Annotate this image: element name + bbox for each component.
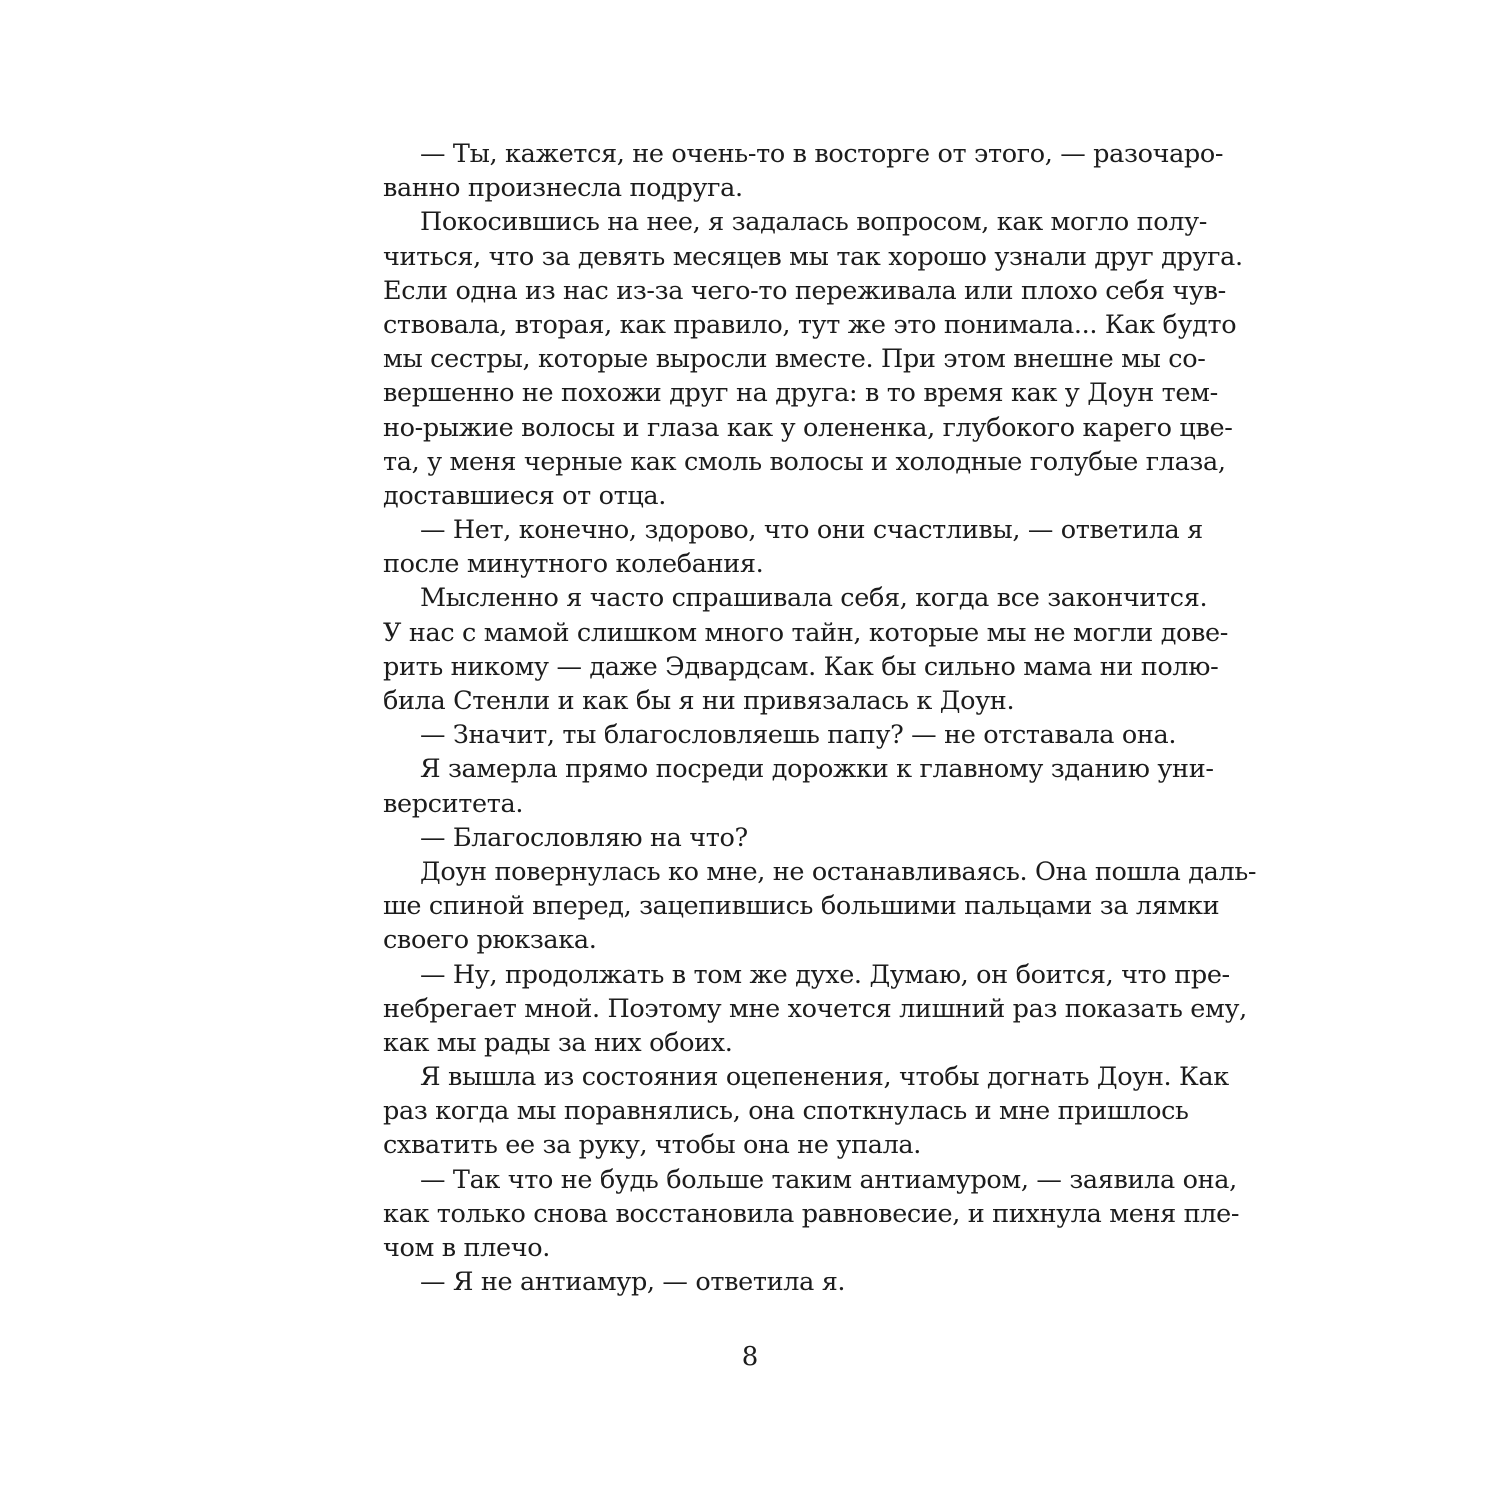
text-line: Мысленно я часто спрашивала себя, когда все закончится. bbox=[420, 583, 1208, 614]
text-line: рить никому — даже Эдвардсам. Как бы сильно мама ни полю- bbox=[383, 651, 1219, 682]
text-line: била Стенли и как бы я ни привязалась к Доун. bbox=[383, 686, 1015, 716]
text-line: — Ну, продолжать в том же духе. Думаю, он боится, что пре- bbox=[420, 959, 1230, 990]
text-line: ше спиной вперед, зацепившись большими пальцами за лямки bbox=[383, 891, 1220, 922]
text-line: ствовала, вторая, как правило, тут же это понимала... Как будто bbox=[383, 309, 1237, 340]
text-line: читься, что за девять месяцев мы так хорошо узнали друг друга. bbox=[383, 241, 1243, 272]
text-line: Покосившись на нее, я задалась вопросом, как могло полу- bbox=[420, 207, 1208, 238]
text-line: доставшиеся от отца. bbox=[383, 480, 667, 511]
text-line: чом в плечо. bbox=[383, 1233, 551, 1263]
text-line: небрегает мной. Поэтому мне хочется лишний раз показать ему, bbox=[383, 993, 1247, 1024]
text-line: Я вышла из состояния оцепенения, чтобы догнать Доун. Как bbox=[420, 1062, 1229, 1093]
text-line: мы сестры, которые выросли вместе. При этом внешне мы со- bbox=[383, 344, 1206, 375]
text-line: — Ты, кажется, не очень-то в восторге от этого, — разочаро- bbox=[420, 139, 1224, 169]
text-line: — Нет, конечно, здорово, что они счастливы, — ответила я bbox=[420, 515, 1203, 546]
text-line: — Значит, ты благословляешь папу? — не отставала она. bbox=[420, 720, 1177, 751]
text-line: вершенно не похожи друг на друга: в то время как у Доун тем- bbox=[383, 378, 1218, 409]
book-page-text bbox=[383, 137, 1257, 1299]
text-line: но-рыжие волосы и глаза как у олененка, глубокого карего цве- bbox=[383, 412, 1233, 443]
text-line: У нас с мамой слишком много тайн, которые мы не могли дове- bbox=[383, 617, 1229, 648]
text-line: верситета. bbox=[383, 788, 524, 819]
text-line: ванно произнесла подруга. bbox=[383, 173, 743, 204]
page-number: 8 bbox=[741, 1342, 759, 1372]
text-line: — Я не антиамур, — ответила я. bbox=[420, 1267, 846, 1298]
text-line: та, у меня черные как смоль волосы и холодные голубые глаза, bbox=[383, 446, 1226, 477]
text-line: своего рюкзака. bbox=[383, 925, 597, 956]
text-line: Я замерла прямо посреди дорожки к главному зданию уни- bbox=[420, 754, 1214, 785]
text-line: — Так что не будь больше таким антиамуром, — заявила она, bbox=[420, 1164, 1237, 1195]
text-line: после минутного колебания. bbox=[383, 549, 764, 580]
text-line: как только снова восстановила равновесие, и пихнула меня пле- bbox=[383, 1198, 1240, 1229]
text-line: Доун повернулась ко мне, не останавливаясь. Она пошла даль- bbox=[420, 856, 1257, 887]
text-line: Если одна из нас из-за чего-то переживала или плохо себя чув- bbox=[383, 275, 1226, 306]
text-line: схватить ее за руку, чтобы она не упала. bbox=[383, 1130, 922, 1161]
text-line: — Благословляю на что? bbox=[420, 822, 748, 853]
text-line: как мы рады за них обоих. bbox=[383, 1027, 733, 1058]
text-line: раз когда мы поравнялись, она споткнулась и мне пришлось bbox=[383, 1096, 1189, 1127]
